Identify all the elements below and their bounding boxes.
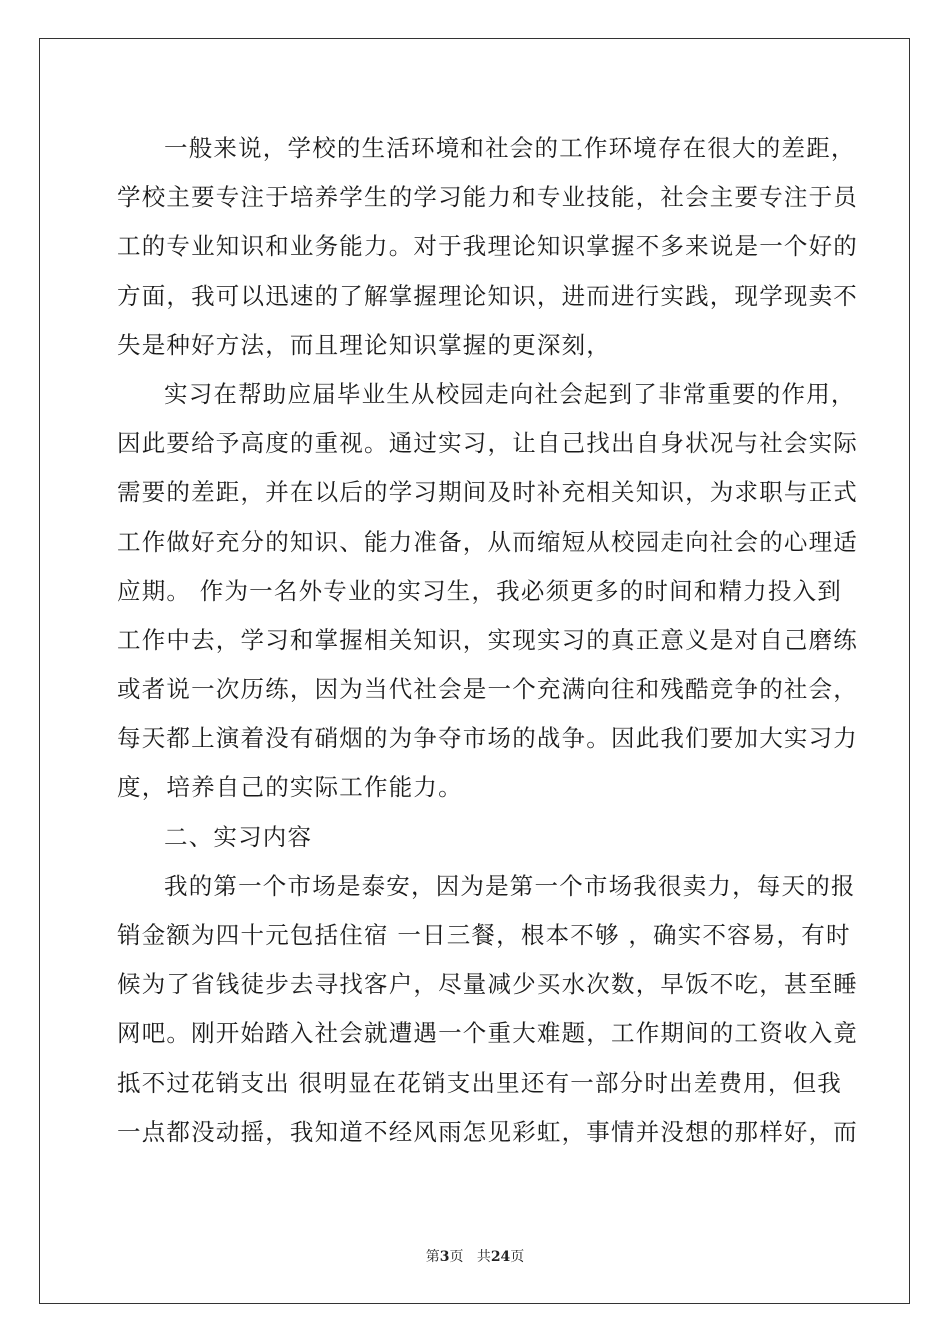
text-line: 候为了省钱徒步去寻找客户，尽量减少买水次数，早饭不吃，甚至睡	[117, 970, 858, 999]
text-line: 一点都没动摇，我知道不经风雨怎见彩虹，事情并没想的那样好，而	[117, 1117, 858, 1146]
text-line: 应期。 作为一名外专业的实习生，我必须更多的时间和精力投入到	[117, 576, 842, 605]
text-line: 抵不过花销支出 很明显在花销支出里还有一部分时出差费用，但我	[117, 1068, 842, 1097]
total-unit: 页	[510, 1249, 525, 1265]
text-line: 度，培养自己的实际工作能力。	[117, 773, 463, 802]
text-line: 工作中去，学习和掌握相关知识，实现实习的真正意义是对自己磨练	[117, 625, 858, 654]
text-line: 学校主要专注于培养学生的学习能力和专业技能，社会主要专注于员	[117, 183, 858, 212]
section-heading: 二、实习内容	[164, 822, 313, 851]
text-line: 我的第一个市场是泰安，因为是第一个市场我很卖力，每天的报	[164, 871, 856, 900]
page-total: 24	[490, 1249, 511, 1265]
page-footer	[0, 1246, 950, 1266]
text-line: 方面，我可以迅速的了解掌握理论知识，进而进行实践，现学现卖不	[117, 281, 858, 310]
page-current: 3	[439, 1249, 450, 1265]
text-line: 网吧。刚开始踏入社会就遭遇一个重大难题，工作期间的工资收入竟	[117, 1019, 858, 1048]
text-line: 或者说一次历练，因为当代社会是一个充满向往和残酷竞争的社会，	[117, 675, 858, 704]
page-unit: 页	[449, 1249, 464, 1265]
text-line: 一般来说，学校的生活环境和社会的工作环境存在很大的差距，	[164, 134, 856, 162]
text-line: 需要的差距，并在以后的学习期间及时补充相关知识，为求职与正式	[117, 478, 858, 507]
text-line: 实习在帮助应届毕业生从校园走向社会起到了非常重要的作用，	[164, 379, 856, 408]
total-prefix: 共	[476, 1249, 491, 1265]
text-line: 失是种好方法，而且理论知识掌握的更深刻，	[117, 330, 611, 359]
document-body	[117, 124, 858, 1157]
text-line: 因此要给予高度的重视。通过实习，让自己找出自身状况与社会实际	[117, 429, 858, 458]
page-prefix: 第	[425, 1249, 440, 1265]
text-line: 工作做好充分的知识、能力准备，从而缩短从校园走向社会的心理适	[117, 527, 858, 556]
text-line: 工的专业知识和业务能力。对于我理论知识掌握不多来说是一个好的	[117, 232, 858, 261]
text-line: 每天都上演着没有硝烟的为争夺市场的战争。因此我们要加大实习力	[117, 724, 858, 753]
text-line: 销金额为四十元包括住宿 一日三餐，根本不够 ，确实不容易，有时	[117, 921, 851, 949]
